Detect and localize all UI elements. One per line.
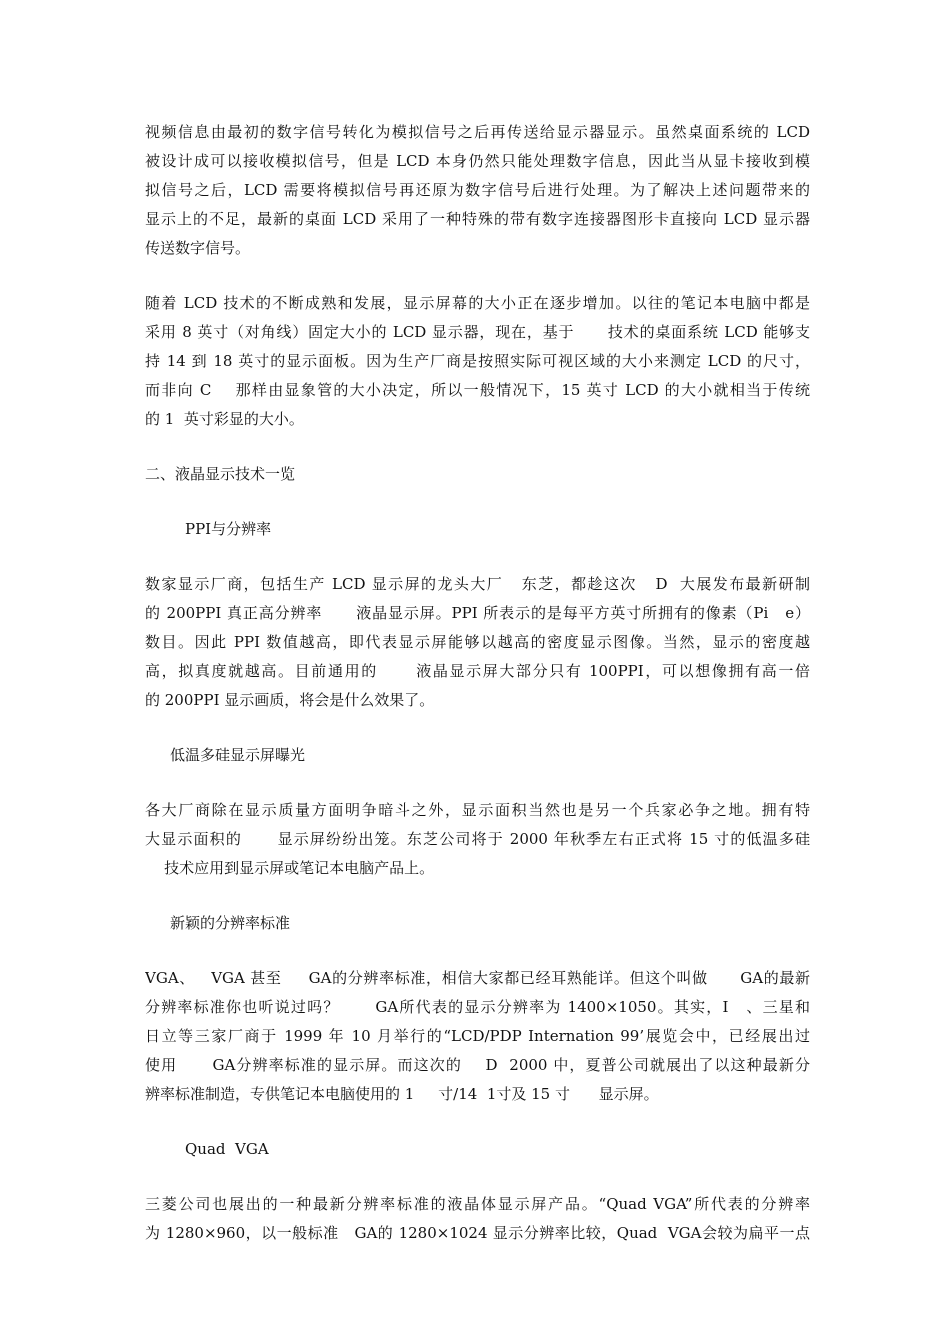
subsection-heading-resolution: 新颖的分辨率标准 bbox=[170, 914, 291, 932]
text-line: 辨率标准制造，专供笔记本电脑使用的 1 寸/14 1寸及 15 寸 显示屏。 bbox=[145, 1085, 659, 1103]
document-page bbox=[145, 118, 810, 1274]
text-line: 传送数字信号。 bbox=[145, 239, 251, 257]
text-line: VGA、 VGA 甚至 GA的分辨率标准，相信大家都已经耳熟能详。但这个叫做 GA的最新 bbox=[145, 969, 810, 987]
text-line: 随着 LCD 技术的不断成熟和发展，显示屏幕的大小正在逐步增加。以往的笔记本电脑中都是 bbox=[145, 294, 810, 312]
text-line: 技术应用到显示屏或笔记本电脑产品上。 bbox=[145, 859, 435, 877]
text-line: 三菱公司也展出的一种最新分辨率标准的液晶体显示屏产品。“Quad VGA”所代表的分辨率 bbox=[145, 1195, 810, 1213]
paragraph-resolution bbox=[145, 964, 810, 1109]
paragraph-low-temp bbox=[145, 796, 810, 883]
subsection-heading-low-temp: 低温多硅显示屏曝光 bbox=[170, 746, 306, 764]
paragraph-lcd-size bbox=[145, 289, 810, 434]
text-line: 被设计成可以接收模拟信号，但是 LCD 本身仍然只能处理数字信息，因此当从显卡接收到模 bbox=[145, 152, 810, 170]
text-line: 而非向 C 那样由显象管的大小决定，所以一般情况下，15 英寸 LCD 的大小就相当于传统 bbox=[145, 381, 810, 399]
paragraph-quad-vga bbox=[145, 1190, 810, 1248]
text-line: 各大厂商除在显示质量方面明争暗斗之外，显示面积当然也是另一个兵家必争之地。拥有特 bbox=[145, 801, 810, 819]
text-line: 拟信号之后，LCD 需要将模拟信号再还原为数字信号后进行处理。为了解决上述问题带来的 bbox=[145, 181, 810, 199]
text-line: 数目。因此 PPI 数值越高，即代表显示屏能够以越高的密度显示图像。当然，显示的密度越 bbox=[145, 633, 810, 651]
text-line: 视频信息由最初的数字信号转化为模拟信号之后再传送给显示器显示。虽然桌面系统的 LCD bbox=[145, 123, 810, 141]
text-line: 数家显示厂商，包括生产 LCD 显示屏的龙头大厂 东芝，都趁这次 D 大展发布最新研制 bbox=[145, 575, 810, 593]
text-line: 日立等三家厂商于 1999 年 10 月举行的“LCD/PDP Internation 99’展览会中，已经展出过 bbox=[145, 1027, 810, 1045]
text-line: 持 14 到 18 英寸的显示面板。因为生产厂商是按照实际可视区域的大小来测定 LCD 的尺寸， bbox=[145, 352, 810, 370]
text-line: 高，拟真度就越高。目前通用的 液晶显示屏大部分只有 100PPI，可以想像拥有高一倍 bbox=[145, 662, 810, 680]
text-line: 的 1 英寸彩显的大小。 bbox=[145, 410, 304, 428]
subsection-heading-ppi: PPI与分辨率 bbox=[185, 520, 272, 538]
text-line: 使用 GA分辨率标准的显示屏。而这次的 D 2000 中，夏普公司就展出了以这种最新分 bbox=[145, 1056, 810, 1074]
paragraph-lcd-signal bbox=[145, 118, 810, 263]
text-line: 采用 8 英寸（对角线）固定大小的 LCD 显示器，现在，基于 技术的桌面系统 LCD 能够支 bbox=[145, 323, 810, 341]
text-line: 分辨率标准你也听说过吗？ GA所代表的显示分辨率为 1400×1050。其实，I 、三星和 bbox=[145, 998, 810, 1016]
subsection-heading-quad-vga: Quad VGA bbox=[185, 1140, 269, 1158]
section-heading: 二、液晶显示技术一览 bbox=[145, 465, 296, 483]
paragraph-ppi bbox=[145, 570, 810, 715]
text-line: 为 1280×960，以一般标准 GA的 1280×1024 显示分辨率比较，Quad VGA会较为扁平一点 bbox=[145, 1224, 810, 1242]
text-line: 的 200PPI 真正高分辨率 液晶显示屏。PPI 所表示的是每平方英寸所拥有的像素（Pi e） bbox=[145, 604, 810, 622]
text-line: 显示上的不足，最新的桌面 LCD 采用了一种特殊的带有数字连接器图形卡直接向 LCD 显示器 bbox=[145, 210, 810, 228]
text-line: 的 200PPI 显示画质，将会是什么效果了。 bbox=[145, 691, 435, 709]
text-line: 大显示面积的 显示屏纷纷出笼。东芝公司将于 2000 年秋季左右正式将 15 寸的低温多硅 bbox=[145, 830, 810, 848]
